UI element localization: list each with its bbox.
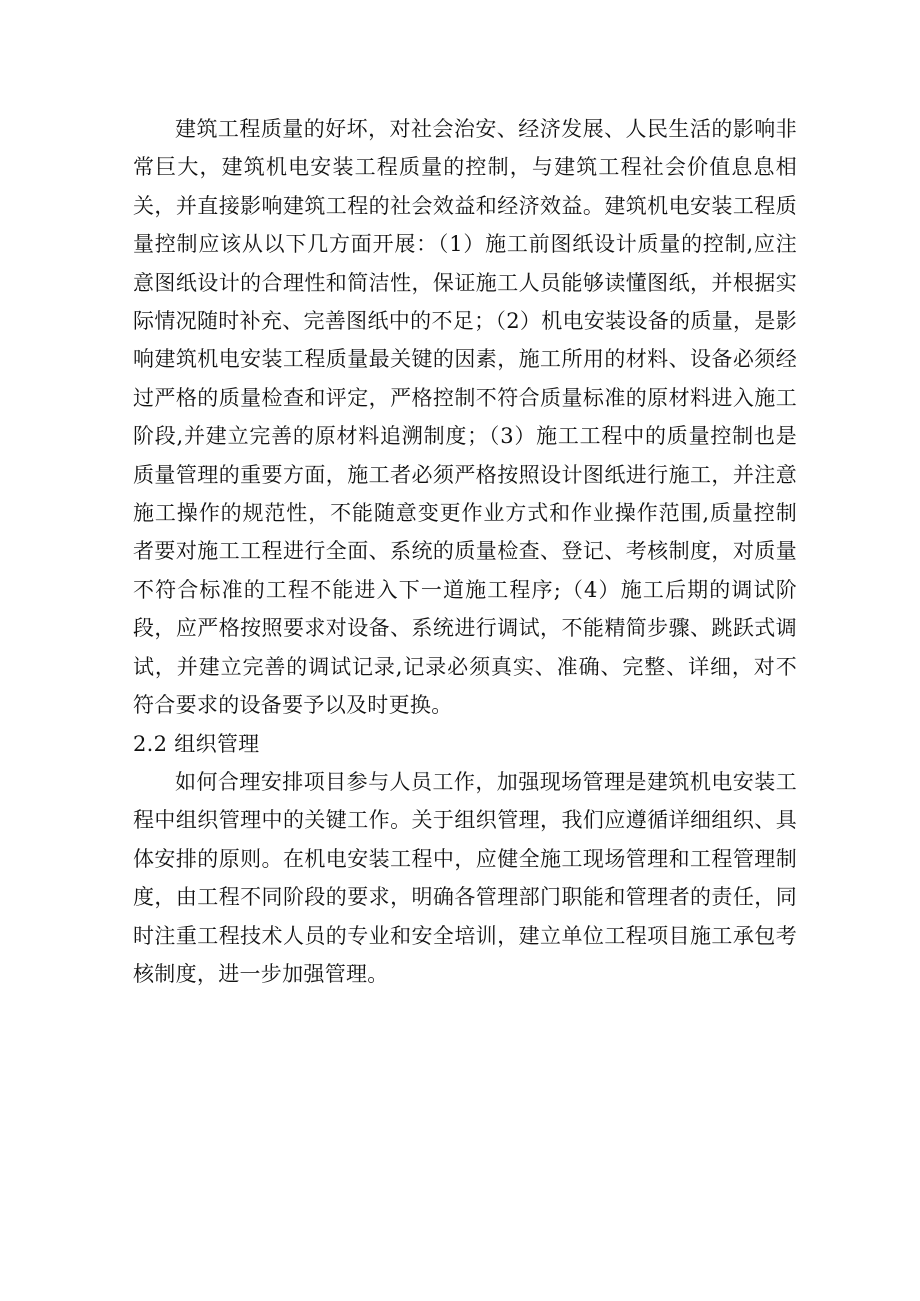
paragraph-quality-control: 建筑工程质量的好坏，对社会治安、经济发展、人民生活的影响非常巨大，建筑机电安装工程质量的控制，与建筑工程社会价值息息相关，并直接影响建筑工程的社会效益和经济效益。建筑机电安装工程质量控制应该从以下几方面开展：（1）施工前图纸设计质量的控制,应注意图纸设计的合理性和简洁性，保证施工人员能够读懂图纸，并根据实际情况随时补充、完善图纸中的不足；（2）机电安装设备的质量，是影响建筑机电安装工程质量最关键的因素，施工所用的材料、设备必须经过严格的质量检查和评定，严格控制不符合质量标准的原材料进入施工阶段,并建立完善的原材料追溯制度；（3）施工工程中的质量控制也是质量管理的重要方面，施工者必须严格按照设计图纸进行施工，并注意施工操作的规范性，不能随意变更作业方式和作业操作范围,质量控制者要对施工工程进行全面、系统的质量检查、登记、考核制度，对质量不符合标准的工程不能进入下一道施工程序;（4）施工后期的调试阶段，应严格按照要求对设备、系统进行调试，不能精简步骤、跳跃式调试，并建立完善的调试记录,记录必须真实、准确、完整、详细，对不符合要求的设备要予以及时更换。 <box>133 117 797 718</box>
section-heading: 2.2 组织管理 <box>133 731 260 756</box>
document-body <box>133 110 797 993</box>
paragraph-organization-management: 如何合理安排项目参与人员工作，加强现场管理是建筑机电安装工程中组织管理中的关键工作。关于组织管理，我们应遵循详细组织、具体安排的原则。在机电安装工程中，应健全施工现场管理和工程管理制度，由工程不同阶段的要求，明确各管理部门职能和管理者的责任，同时注重工程技术人员的专业和安全培训，建立单位工程项目施工承包考核制度，进一步加强管理。 <box>133 769 797 986</box>
